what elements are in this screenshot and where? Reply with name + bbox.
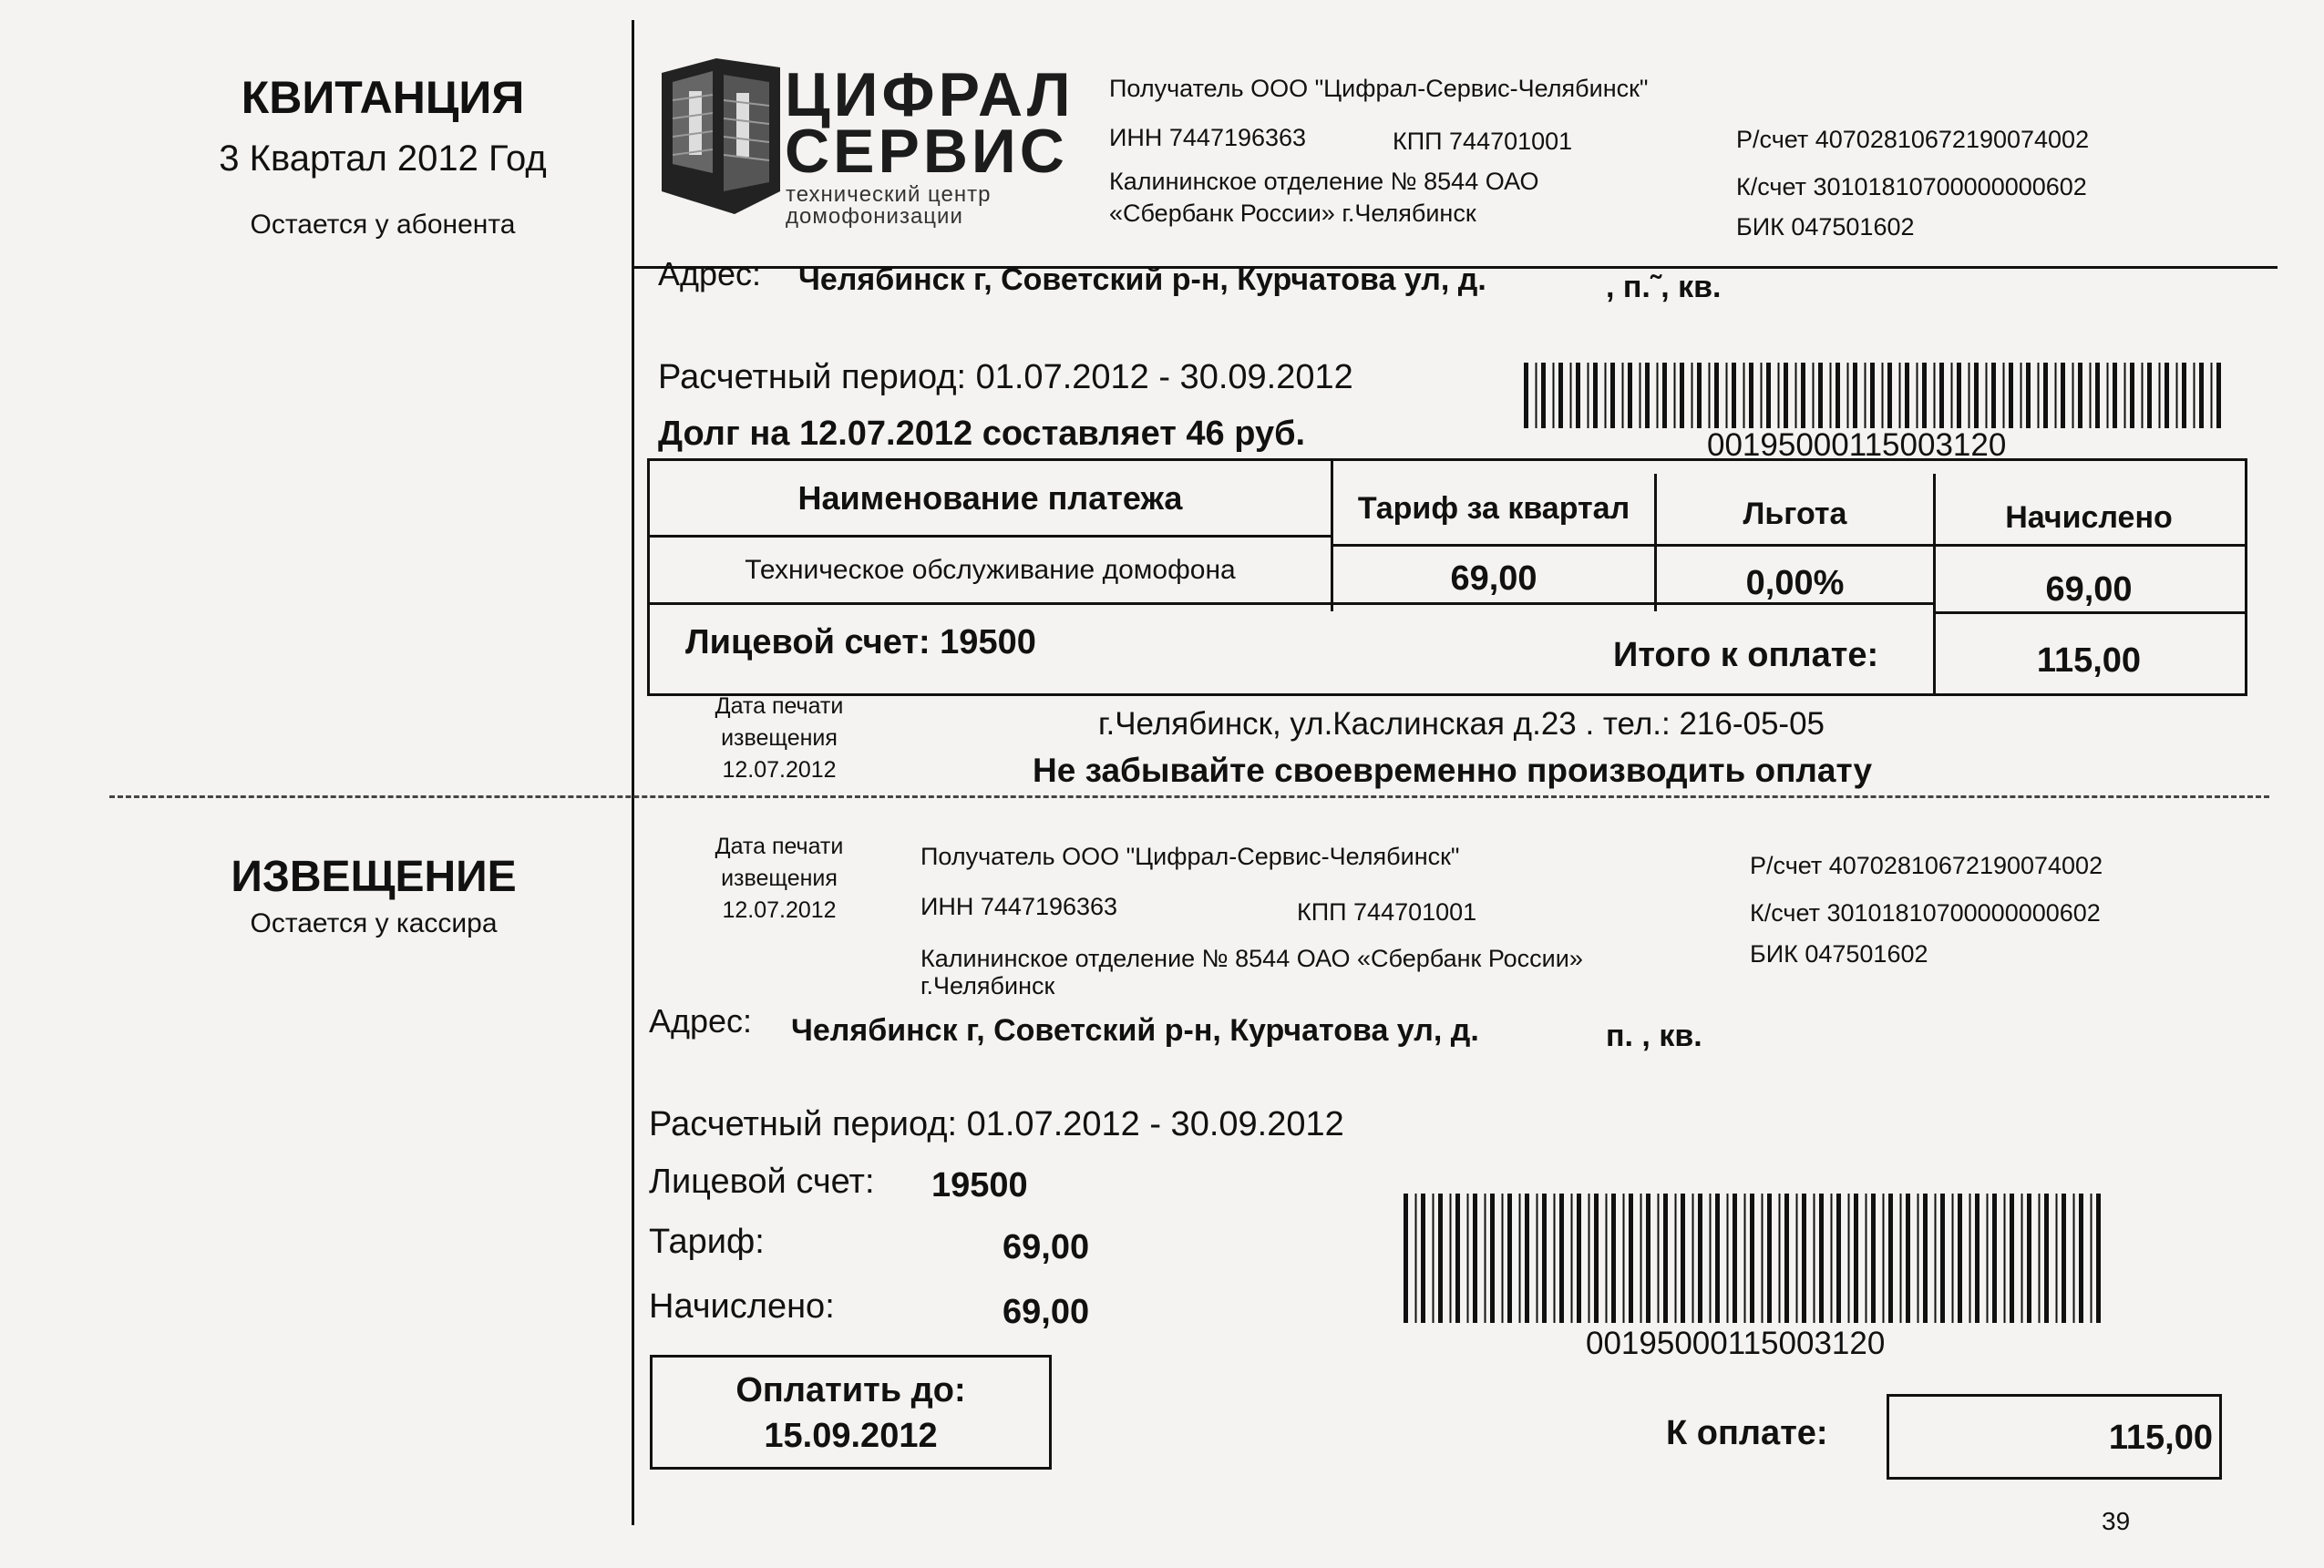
barcode-bar [1558,363,1563,428]
barcode-bar [1629,1194,1633,1323]
barcode-bar [2061,363,2065,428]
barcode-bar [2096,1194,2101,1323]
barcode-bar [1918,1194,1919,1323]
barcode-bar [1421,1194,1425,1323]
barcode-bar [1923,1194,1928,1323]
barcode-bar [1749,363,1753,428]
notice-recipient-city: г.Челябинск [920,972,1055,999]
receipt-address-tail: , п.˜, кв. [1606,270,1722,304]
table-total-value: 115,00 [2036,641,2142,680]
barcode-bar [1940,1194,1945,1323]
barcode-bar [1882,363,1884,428]
barcode-bar [2113,363,2117,428]
barcode-bar [2055,363,2057,428]
barcode-bar [1645,363,1650,428]
barcode-bar [1709,363,1711,428]
barcode-bar [1710,1194,1712,1323]
receipt-address-label: Адрес: [658,255,762,292]
barcode-bar [1610,363,1615,428]
barcode-bar [1628,363,1632,428]
barcode-bar [2009,363,2013,428]
barcode-bar [1455,1194,1460,1323]
barcode-bar [1542,1194,1547,1323]
table-cell-tariff: 69,00 [1450,559,1537,598]
barcode-bar [2039,1194,2041,1323]
receipt-print-date [674,691,884,786]
barcode-bar [1662,363,1667,428]
notice-tariff-label: Тариф: [649,1223,765,1261]
logo-sub2: домофонизации [786,204,963,229]
notice-barcode-number: 00195000115003120 [1586,1326,1886,1361]
barcode-bar [1640,1194,1642,1323]
barcode-bar [1814,1194,1815,1323]
notice-recipient-inn: ИНН 7447196363 [920,893,1118,920]
barcode-bar [1900,1194,1902,1323]
receipt-barcode [1524,363,2226,428]
notice-recipient-rs: Р/счет 40702810672190074002 [1750,852,2103,879]
barcode-bar [1957,363,1961,428]
print-date-line2: извещения [721,725,838,751]
notice-period: Расчетный период: 01.07.2012 - 30.09.2012 [649,1105,1344,1143]
barcode-bar [1525,1194,1529,1323]
recipient-bank-line2: «Сбербанк России» г.Челябинск [1109,200,1476,227]
recipient-rs: Р/счет 40702810672190074002 [1736,126,2090,153]
barcode-bar [2095,363,2100,428]
table-header-name: Наименование платежа [797,478,1183,517]
barcode-bar [1952,1194,1954,1323]
barcode-bar [1836,1194,1841,1323]
barcode-bar [2010,1194,2014,1323]
barcode-bar [1541,363,1546,428]
barcode-bar [1485,1194,1486,1323]
barcode-bar [2199,363,2204,428]
barcode-bar [1593,363,1598,428]
barcode-bar [1714,363,1719,428]
barcode-bar [1640,363,1641,428]
stub-note: Остается у абонента [250,210,516,240]
barcode-bar [2004,1194,2006,1323]
barcode-bar [1675,1194,1677,1323]
recipient-ks: К/счет 30101810700000000602 [1736,173,2087,200]
barcode-bar [1450,1194,1452,1323]
notice-address-label: Адрес: [649,1002,753,1040]
table-header-charged: Начислено [2005,499,2173,535]
recipient-bank-line1: Калининское отделение № 8544 ОАО [1109,168,1539,195]
barcode-bar [1623,1194,1625,1323]
barcode-bar [1744,1194,1746,1323]
barcode-bar [1866,1194,1867,1323]
pay-by-date: 15.09.2012 [764,1417,938,1455]
barcode-bar [2044,1194,2049,1323]
barcode-bar [2216,363,2221,428]
barcode-bar [1831,1194,1833,1323]
barcode-bar [1646,1194,1650,1323]
notice-account-value: 19500 [931,1166,1028,1204]
barcode-bar [1888,1194,1893,1323]
barcode-bar [2176,363,2178,428]
barcode-bar [1784,1194,1789,1323]
barcode-bar [2091,1194,2093,1323]
barcode-bar [1733,1194,1737,1323]
receipt-contact: г.Челябинск, ул.Каслинская д.23 . тел.: 216-05-05 [1098,706,1825,742]
stub-title: КВИТАНЦИЯ [241,72,525,123]
barcode-bar [2021,1194,2023,1323]
table-cell-service: Техническое обслуживание домофона [745,554,1236,585]
barcode-bar [2072,363,2074,428]
logo-line1: ЦИФРАЛ [785,60,1075,129]
receipt-address-value: Челябинск г, Советский р-н, Курчатова ул, д. [798,262,1486,297]
barcode-bar [1571,1194,1573,1323]
barcode-bar [1969,1194,1971,1323]
barcode-bar [2165,363,2169,428]
to-pay-value: 115,00 [2108,1419,2213,1457]
barcode-bar [1559,1194,1564,1323]
notice-recipient-bank: Калининское отделение № 8544 ОАО «Сбербанк России» [920,945,1583,972]
barcode-bar [1865,363,1866,428]
notice-charged-value: 69,00 [1003,1293,1090,1331]
barcode-bar [1761,363,1763,428]
barcode-bar [1524,363,1528,428]
barcode-bar [1606,1194,1608,1323]
stub-notice-note: Остается у кассира [250,908,498,938]
barcode-bar [1819,1194,1824,1323]
receipt-period: Расчетный период: 01.07.2012 - 30.09.2012 [658,358,1353,396]
barcode-bar [1887,363,1892,428]
barcode-bar [1589,1194,1590,1323]
barcode-bar [2130,363,2134,428]
barcode-bar [1536,363,1537,428]
print-date-line1: Дата печати [715,693,844,719]
notice-recipient-kpp: КПП 744701001 [1297,898,1477,926]
notice-print-date [674,831,884,927]
barcode-bar [2147,363,2152,428]
recipient-kpp: КПП 744701001 [1393,128,1573,155]
barcode-bar [1917,363,1918,428]
barcode-bar [1870,363,1875,428]
company-logo [653,55,1081,228]
table-total-label: Итого к оплате: [1613,636,1879,674]
barcode-bar [1415,1194,1417,1323]
barcode-bar [1905,363,1909,428]
barcode-bar [2073,1194,2075,1323]
notice-print-date-line1: Дата печати [715,834,844,859]
table-cell-benefit: 0,00% [1745,564,1845,602]
barcode-bar [2043,363,2048,428]
barcode-bar [1883,1194,1885,1323]
notice-account-label: Лицевой счет: [649,1163,875,1201]
stub-notice-title: ИЗВЕЩЕНИЕ [231,853,517,901]
barcode-bar [1726,363,1728,428]
barcode-bar [1958,1194,1962,1323]
barcode-bar [1899,363,1901,428]
barcode-bar [1732,363,1736,428]
notice-tariff-value: 69,00 [1003,1228,1090,1266]
barcode-bar [1622,363,1624,428]
barcode-bar [1658,1194,1660,1323]
barcode-bar [1778,363,1780,428]
barcode-bar [1767,1194,1772,1323]
barcode-bar [2021,363,2022,428]
barcode-bar [2211,363,2213,428]
barcode-bar [2003,363,2005,428]
stub-period: 3 Квартал 2012 Год [219,138,547,179]
barcode-bar [2078,363,2082,428]
barcode-bar [1502,1194,1504,1323]
barcode-bar [2124,363,2126,428]
barcode-bar [1698,1194,1702,1323]
barcode-bar [1975,1194,1980,1323]
barcode-bar [1836,363,1840,428]
barcode-bar [1743,363,1745,428]
barcode-bar [1801,363,1805,428]
barcode-bar [1871,1194,1876,1323]
table-account: Лицевой счет: 19500 [685,623,1036,661]
barcode-bar [1951,363,1953,428]
barcode-bar [1715,1194,1720,1323]
logo-sub1: технический центр [786,182,992,207]
recipient-inn: ИНН 7447196363 [1109,124,1307,151]
barcode-bar [1404,1194,1408,1323]
barcode-bar [1588,363,1589,428]
print-date-line3: 12.07.2012 [722,757,837,783]
barcode-bar [1576,363,1580,428]
notice-recipient-ks: К/счет 30101810700000000602 [1750,899,2101,927]
barcode-bar [1577,1194,1581,1323]
barcode-bar [1779,1194,1781,1323]
barcode-bar [1553,363,1555,428]
barcode-bar [1663,1194,1668,1323]
barcode-bar [1762,1194,1764,1323]
barcode-bar [1680,363,1684,428]
barcode-bar [1681,1194,1685,1323]
barcode-bar [1830,363,1832,428]
barcode-bar [1657,363,1659,428]
barcode-bar [1611,1194,1616,1323]
barcode-bar [1554,1194,1556,1323]
notice-print-date-line3: 12.07.2012 [722,897,837,923]
barcode-bar [1991,363,1996,428]
barcode-bar [2062,1194,2066,1323]
barcode-bar [1848,1194,1850,1323]
barcode-bar [2079,1194,2083,1323]
barcode-bar [1473,1194,1477,1323]
barcode-bar [2107,363,2109,428]
barcode-bar [1795,363,1797,428]
cut-line [109,795,2269,798]
logo-building-icon [653,55,789,228]
barcode-bar [1986,363,1988,428]
barcode-bar [2194,363,2195,428]
barcode-bar [2026,363,2031,428]
notice-charged-label: Начислено: [649,1287,835,1326]
barcode-bar [1507,1194,1512,1323]
barcode-bar [2056,1194,2058,1323]
barcode-bar [1818,363,1823,428]
barcode-bar [1605,363,1607,428]
barcode-bar [1750,1194,1754,1323]
barcode-bar [1570,363,1572,428]
logo-line2: СЕРВИС [785,117,1068,186]
notice-recipient-name: Получатель ООО "Цифрал-Сервис-Челябинск" [920,843,1460,870]
recipient-bik: БИК 047501602 [1736,213,1915,241]
recipient-name: Получатель ООО "Цифрал-Сервис-Челябинск" [1109,75,1649,102]
barcode-bar [1974,363,1979,428]
barcode-bar [1766,363,1771,428]
notice-address-tail: п. , кв. [1606,1019,1702,1053]
notice-barcode [1404,1194,2105,1323]
barcode-bar [1490,1194,1495,1323]
barcode-bar [1519,1194,1521,1323]
barcode-bar [1847,363,1849,428]
barcode-bar [1537,1194,1538,1323]
barcode-bar [1922,363,1927,428]
barcode-bar [2027,1194,2031,1323]
pay-by-label: Оплатить до: [735,1371,966,1409]
barcode-bar [2159,363,2161,428]
barcode-bar [1854,1194,1858,1323]
barcode-bar [1438,1194,1443,1323]
barcode-bar [1467,1194,1469,1323]
barcode-bar [1934,363,1936,428]
barcode-bar [1969,363,1970,428]
barcode-bar [1802,1194,1806,1323]
barcode-bar [2182,363,2186,428]
barcode-bar [1813,363,1815,428]
barcode-bar [1692,363,1693,428]
barcode-bar [1992,1194,1997,1323]
barcode-bar [1796,1194,1798,1323]
barcode-bar [1692,1194,1694,1323]
barcode-bar [1674,363,1676,428]
barcode-bar [1594,1194,1599,1323]
page-number: 39 [2102,1507,2131,1535]
notice-print-date-line2: извещения [721,866,838,891]
barcode-bar [1784,363,1788,428]
to-pay-label: К оплате: [1666,1414,1828,1452]
barcode-bar [1853,363,1857,428]
barcode-bar [1727,1194,1729,1323]
table-cell-charged: 69,00 [2045,570,2133,609]
barcode-bar [1939,363,1944,428]
table-header-tariff: Тариф за квартал [1357,491,1630,526]
barcode-bar [1697,363,1702,428]
barcode-bar [2038,363,2040,428]
barcode-bar [2142,363,2144,428]
barcode-bar [1433,1194,1435,1323]
notice-address-value: Челябинск г, Советский р-н, Курчатова ул, д. [791,1013,1479,1048]
barcode-bar [1906,1194,1910,1323]
table-header-benefit: Льгота [1743,496,1847,531]
notice-recipient-bik: БИК 047501602 [1750,940,1928,968]
receipt-reminder: Не забывайте своевременно производить оплату [1033,752,1873,789]
barcode-bar [2090,363,2092,428]
receipt-barcode-number: 00195000115003120 [1707,427,2007,463]
stub-divider [632,20,634,1525]
receipt-debt: Долг на 12.07.2012 составляет 46 руб. [658,415,1306,453]
barcode-bar [1987,1194,1989,1323]
barcode-bar [1935,1194,1937,1323]
